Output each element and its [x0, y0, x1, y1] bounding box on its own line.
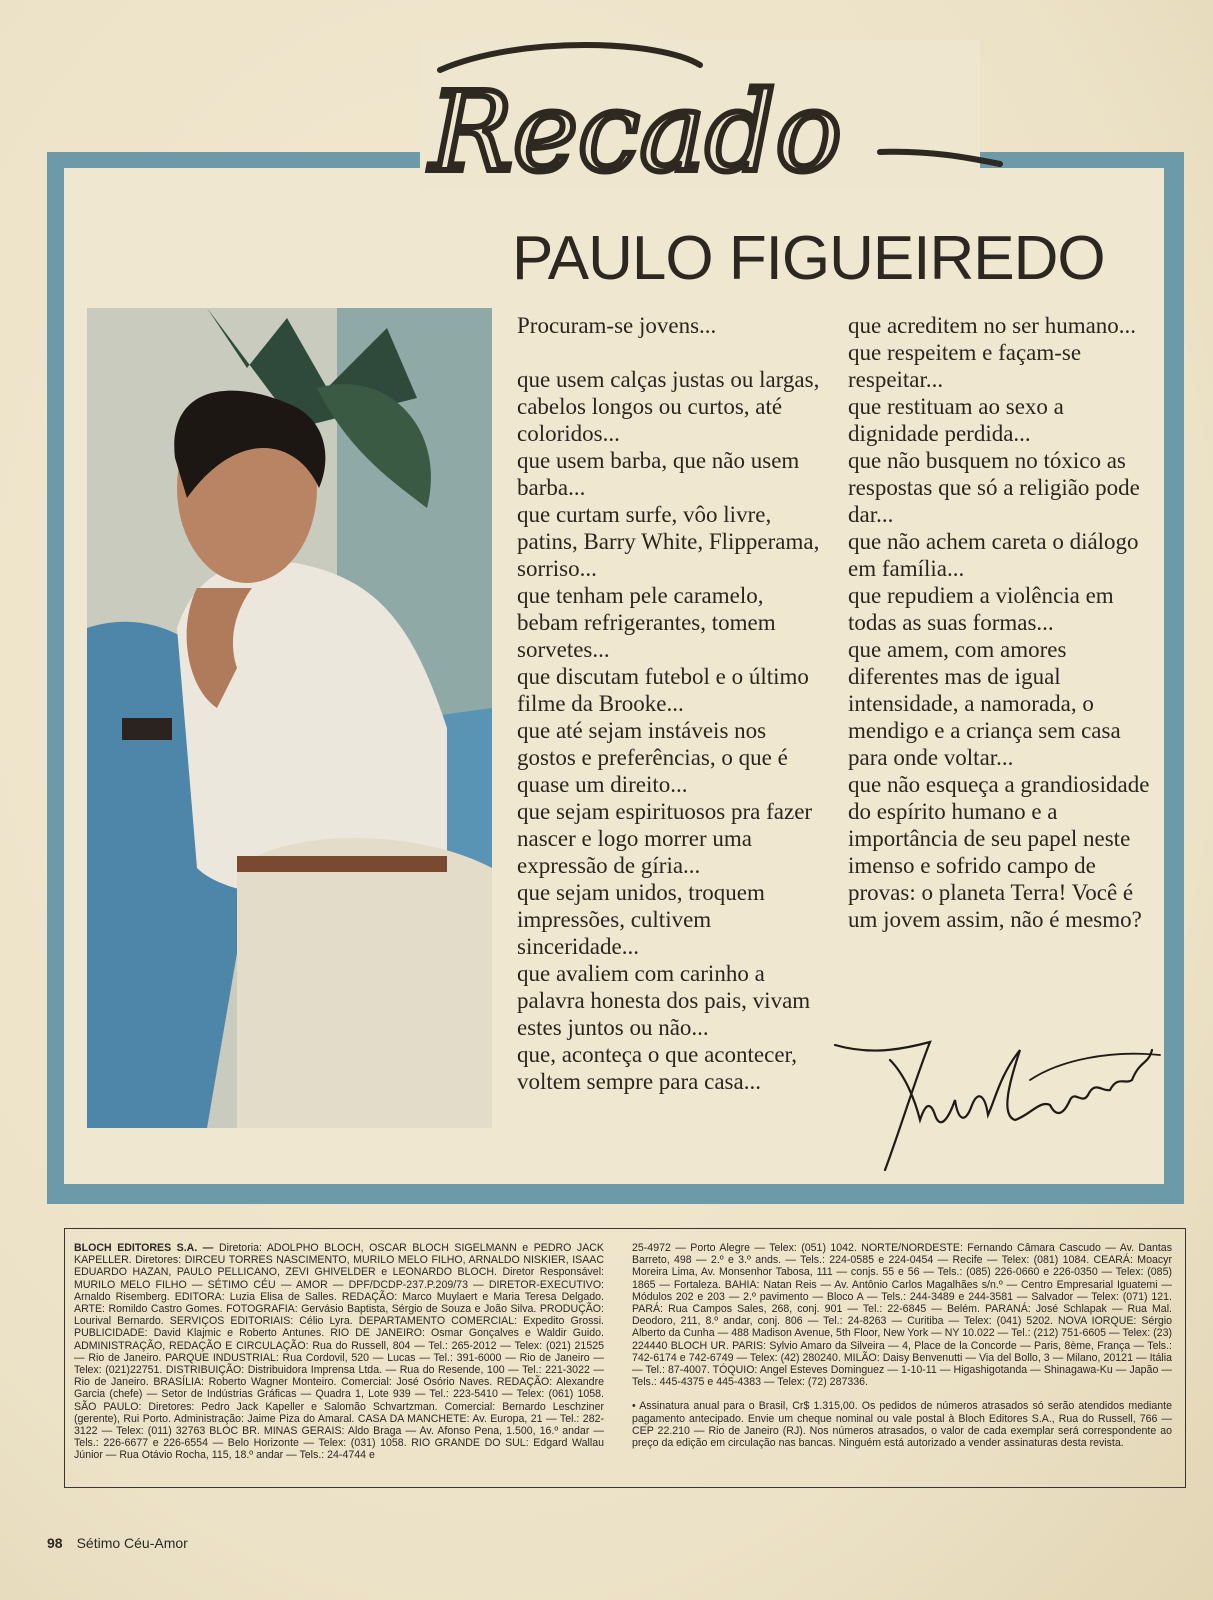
credits-right: [632, 1242, 1172, 1449]
paragraph: que não esqueça a grandiosidade do espírito humano e a importância de seu papel neste imenso e sofrido campo de provas: o planeta Terra! Você é um jovem assim, não é mesmo?: [848, 772, 1150, 932]
credits-left: [74, 1242, 604, 1462]
paragraph-gap: [517, 339, 823, 366]
paragraph: que repudiem a violência em todas as suas formas...: [848, 583, 1114, 635]
paragraph: que até sejam instáveis nos gostos e preferências, o que é quase um direito...: [517, 718, 788, 797]
author-name: PAULO FIGUEIREDO: [512, 224, 1105, 293]
paragraph: que respeitem e façam-se respeitar...: [848, 340, 1082, 392]
paragraph: que avaliem com carinho a palavra honesta dos pais, vivam estes juntos ou não...: [517, 961, 811, 1040]
paragraph: que usem barba, que não usem barba...: [517, 448, 800, 500]
credits-text: 25-4972 — Porto Alegre — Telex: (051) 1042. NORTE/NORDESTE: Fernando Câmara Cascudo — Av. Dantas Barreto, 498 — 2.º e 3.º ands. — Tels.: 224-0585 e 224-0454 — Recife — Telex: (081) 1084. CEARÁ: Moacyr Moreira Lima, Av. Monsenhor Tabosa, 111 — conjs. 55 e 56 — Tels.: (085) 226-0660 e 226-0350 — Telex: (085) 1865 — Fortaleza. BAHIA: Natan Reis — Av. Antônio Carlos Magalhães s/n.º — Centro Empresarial Iguatemi — Módulos 202 e 203 — 2.º pavimento — Bloco A — Tels.: 244-3489 e 244-3581 — Salvador — Telex: (071) 121. PARÁ: Rua Campos Sales, 268, conj. 901 — Tel.: 22-6845 — Belém. PARANÁ: José Schlapak — Rua Mal. Deodoro, 211, 8.º andar, conj. 806 — Tel.: 24-8263 — Curitiba — Telex: (041) 5202. NOVA IORQUE: Sérgio Alberto da Cunha — 488 Madison Avenue, 5th Floor, New York — NY 10.022 — Tel.: (212) 751-6605 — Telex: (23) 224440 BLOCH UR. PARIS: Sylvio Amaro da Silveira — 4, Place de la Concorde — Paris, 8ème, França — Tels.: 742-6174 e 742-6749 — Telex: (42) 280240. MILÃO: Daisy Benvenutti — Via del Bollo, 3 — Milano, 20121 — Itália — Tel.: 87-4007. TÓQUIO: Angel Esteves Dominguez — 1-10-11 — Higashigotanda — Shinagawa-Ku — Japão — Tels.: 445-4375 e 445-4383 — Telex: (72) 287336.: [632, 1242, 1172, 1389]
paragraph: Procuram-se jovens...: [517, 313, 717, 338]
author-signature: [830, 1020, 1170, 1180]
paragraph: que amem, com amores diferentes mas de igual intensidade, a namorada, o mendigo e a criança sem casa para onde voltar...: [848, 637, 1121, 770]
paragraph: que acreditem no ser humano...: [848, 313, 1137, 338]
publisher-name: BLOCH EDITORES S.A. —: [74, 1242, 214, 1254]
paragraph: que usem calças justas ou largas, cabelos longos ou curtos, até coloridos...: [517, 367, 820, 446]
magazine-name: Sétimo Céu-Amor: [76, 1535, 188, 1551]
paragraph: que sejam espirituosos pra fazer nascer e logo morrer uma expressão de gíria...: [517, 799, 813, 878]
paragraph: que restituam ao sexo a dignidade perdida...: [848, 394, 1064, 446]
author-photo: [87, 308, 492, 1128]
paragraph: que, aconteça o que acontecer, voltem sempre para casa...: [517, 1042, 798, 1094]
paragraph: que sejam unidos, troquem impressões, cultivem sinceridade...: [517, 880, 765, 959]
paragraph: que discutam futebol e o último filme da Brooke...: [517, 664, 809, 716]
page-number: 98: [47, 1535, 63, 1551]
paragraph: que curtam surfe, vôo livre, patins, Barry White, Flipperama, sorriso...: [517, 502, 820, 581]
paragraph: que não busquem no tóxico as respostas que só a religião pode dar...: [848, 448, 1140, 527]
page-footer: [47, 1535, 188, 1551]
credits-text: Diretoria: ADOLPHO BLOCH, OSCAR BLOCH SIGELMANN e PEDRO JACK KAPELLER. Diretores: DIRCEU TORRES NASCIMENTO, MURILO MELO FILHO, ARNALDO NISKIER, ISAAC EDUARDO HAZAN, PAULO PELLICANO, ZEVI GHIVELDER e LEONARDO BLOCH. Diretor Responsável: MURILO MELO FILHO — SÉTIMO CÉU — AMOR — DPF/DCDP-237.P.209/73 — DIRETOR-EXECUTIVO: Arnaldo Risemberg. EDITORA: Luzia Elisa de Salles. REDAÇÃO: Marco Muylaert e Maria Teresa Delgado. ARTE: Romildo Castro Gomes. FOTOGRAFIA: Gervásio Baptista, Sérgio de Souza e João Silva. PRODUÇÃO: Lourival Bernardo. SERVIÇOS EDITORIAIS: Célio Lyra. DEPARTAMENTO COMERCIAL: Expedito Grossi. PUBLICIDADE: David Klajmic e Roberto Antunes. RIO DE JANEIRO: Osmar Gonçalves e Waldir Guido. ADMINISTRAÇÃO, REDAÇÃO E CIRCULAÇÃO: Rua do Russell, 804 — Tel.: 265-2012 — Telex: (021) 21525 — Rio de Janeiro. PARQUE INDUSTRIAL: Rua Cordovil, 520 — Lucas — Tel.: 391-6000 — Rio de Janeiro — Telex: (021)22751. DISTRIBUIÇÃO: Distribuidora Imprensa Ltda. — Rua do Resende, 100 — Tel.: 221-3022 — Rio de Janeiro. BRASÍLIA: Roberto Wagner Monteiro. Comercial: José Osório Naves. REDAÇÃO: Alexandre Garcia (chefe) — Setor de Indústrias Gráficas — Quadra 1, Lote 939 — Tel.: 223-5410 — Telex: (061) 1058. SÃO PAULO: Diretores: Pedro Jack Kapeller e Salomão Schvartzman. Comercial: Bernardo Leschziner (gerente), Rui Porto. Administração: Jaime Piza do Amaral. CASA DA MANCHETE: Av. Europa, 21 — Tel.: 282-3122 — Telex: (011) 32763 BLOC BR. MINAS GERAIS: Aldo Braga — Av. Afonso Pena, 1.500, 16.º andar — Tels.: 226-6677 e 226-6554 — Belo Horizonte — Telex: (031) 1058. RIO GRANDE DO SUL: Edgard Wallau Júnior — Rua Otávio Rocha, 115, 18.º andar — Tels.: 24-4744 e: [74, 1242, 604, 1462]
paragraph: que tenham pele caramelo, bebam refrigerantes, tomem sorvetes...: [517, 583, 776, 662]
subscription-note: • Assinatura anual para o Brasil, Cr$ 1.315,00. Os pedidos de números atrasados só serão atendidos mediante pagamento antecipado. Envie um cheque nominal ou vale postal à Bloch Editores S.A., Rua do Russell, 766 — CEP 22.210 — Rio de Janeiro (RJ). Nos números atrasados, o valor de cada exemplar será correspondente ao preço da edição em circulação nas bancas. Ninguém está autorizado a vender assinaturas desta revista.: [632, 1400, 1172, 1450]
paragraph: que não achem careta o diálogo em família...: [848, 529, 1139, 581]
article-column-1: [517, 312, 823, 1095]
article-column-2: [848, 312, 1151, 933]
section-title: Recado: [430, 68, 842, 196]
section-title-script: [400, 30, 1020, 205]
